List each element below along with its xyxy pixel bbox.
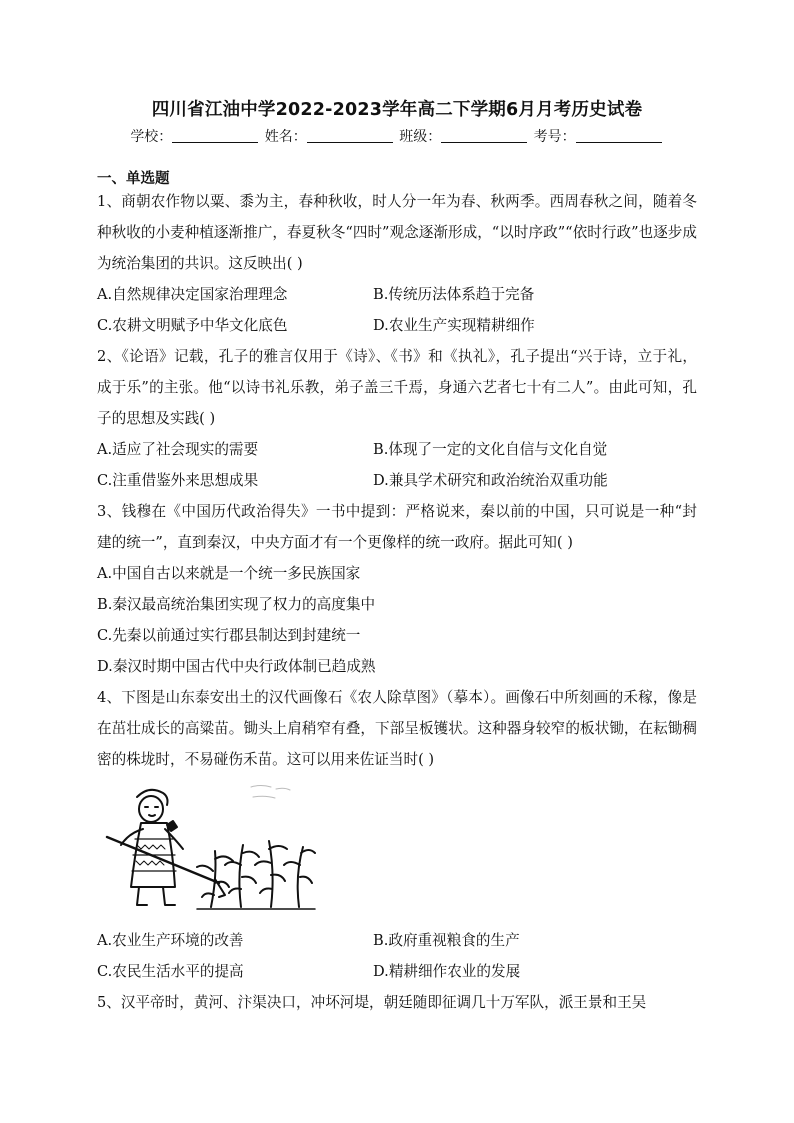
question-4-options [97, 925, 697, 987]
class-label: 班级： [399, 129, 442, 145]
farmer-weeding-drawing [101, 779, 321, 919]
question-2-option-d[interactable]: D.兼具学术研究和政治统治双重功能 [373, 472, 608, 489]
question-4-stem: 4、下图是山东泰安出土的汉代画像石《农人除草图》（摹本）。画像石中所刻画的禾稼，像是在茁壮成长的高粱苗。锄头上肩稍窄有叠，下部呈板镬状。这种器身较窄的板状锄，在耘锄稠密的株垅时，不易碰伤禾苗。这可以用来佐证当时( ) [97, 689, 697, 768]
question-2-options [97, 434, 697, 496]
exam-number-blank[interactable] [576, 128, 662, 143]
question-2-option-b[interactable]: B.体现了一定的文化自信与文化自觉 [373, 441, 608, 458]
question-2-option-c[interactable]: C.注重借鉴外来思想成果 [97, 472, 259, 489]
question-4-option-c[interactable]: C.农民生活水平的提高 [97, 963, 244, 980]
question-2-stem: 2、《论语》记载，孔子的雅言仅用于《诗》、《书》和《执礼》，孔子提出“兴于诗，立于礼，成于乐”的主张。他“以诗书礼乐教，弟子盖三千焉，身通六艺者七十有二人”。由此可知，孔子的思想及实践( ) [97, 348, 697, 427]
question-5-stem: 5、汉平帝时，黄河、汴渠决口，冲坏河堤，朝廷随即征调几十万军队，派王景和王吴 [97, 994, 647, 1011]
school-blank[interactable] [172, 128, 258, 143]
question-3-option-b[interactable]: B.秦汉最高统治集团实现了权力的高度集中 [97, 596, 376, 613]
question-1-option-d[interactable]: D.农业生产实现精耕细作 [373, 317, 535, 334]
student-info-line [0, 126, 794, 146]
question-1-option-c[interactable]: C.农耕文明赋予中华文化底色 [97, 317, 288, 334]
question-3-stem: 3、钱穆在《中国历代政治得失》一书中提到：严格说来，秦以前的中国，只可说是一种“封建的统一”，直到秦汉，中央方面才有一个更像样的统一政府。据此可知( ) [97, 503, 697, 551]
question-4-option-d[interactable]: D.精耕细作农业的发展 [373, 963, 521, 980]
question-3-option-c[interactable]: C.先秦以前通过实行郡县制达到封建统一 [97, 627, 361, 644]
question-2-option-a[interactable]: A.适应了社会现实的需要 [97, 441, 259, 458]
question-list [97, 186, 697, 1018]
question-4-option-a[interactable]: A.农业生产环境的改善 [97, 932, 244, 949]
question-4-option-b[interactable]: B.政府重视粮食的生产 [373, 932, 520, 949]
question-1-options [97, 279, 697, 341]
class-blank[interactable] [441, 128, 527, 143]
question-1-stem: 1、商朝农作物以粟、黍为主，春种秋收，时人分一年为春、秋两季。西周春秋之间，随着冬种秋收的小麦种植逐渐推广，春夏秋冬“四时”观念逐渐形成，“以时序政”“依时行政”也逐步成为统治集团的共识。这反映出( ) [97, 193, 697, 272]
name-label: 姓名： [264, 129, 307, 145]
section-heading: 一、单选题 [97, 171, 170, 187]
school-label: 学校： [130, 129, 173, 145]
question-3-option-a[interactable]: A.中国自古以来就是一个统一多民族国家 [97, 565, 361, 582]
question-3-option-d[interactable]: D.秦汉时期中国古代中央行政体制已趋成熟 [97, 658, 376, 675]
farmer-weeding-illustration [97, 779, 697, 923]
question-1-option-b[interactable]: B.传统历法体系趋于完备 [373, 286, 535, 303]
name-blank[interactable] [307, 128, 393, 143]
exam-number-label: 考号： [533, 129, 576, 145]
exam-title: 四川省江油中学2022-2023学年高二下学期6月月考历史试卷 [151, 100, 643, 120]
question-1-option-a[interactable]: A.自然规律决定国家治理理念 [97, 286, 288, 303]
